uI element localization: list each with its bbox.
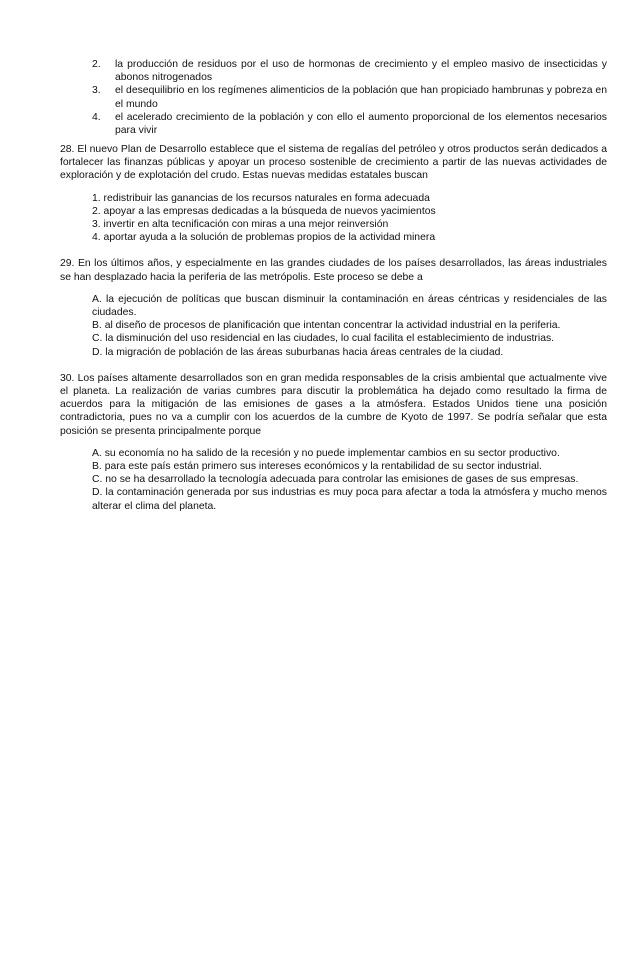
question-29: [60, 257, 607, 358]
list-item-number: 2.: [92, 59, 101, 70]
answer-option: 3. invertir en alta tecnificación con miras a una mejor reinversión: [92, 219, 389, 231]
list-item-text: la producción de residuos por el uso de hormonas de crecimiento y el empleo masivo de insecticidas y abonos nitrogenados: [115, 59, 607, 84]
questions-column: [60, 143, 607, 526]
answer-option: B. para este país están primero sus intereses económicos y la rentabilidad de su sector industrial.: [92, 461, 542, 473]
answer-options: [92, 293, 607, 359]
answer-option: C. no se ha desarrollado la tecnología adecuada para controlar las emisiones de gases de sus empresas.: [92, 474, 579, 486]
answer-option: D. la migración de población de las áreas suburbanas hacia áreas centrales de la ciudad.: [92, 346, 504, 358]
answer-option: A. la ejecución de políticas que buscan disminuir la contaminación en áreas céntricas y residenciales de las ciudades.: [92, 293, 607, 319]
answer-option: C. la disminución del uso residencial en las ciudades, lo cual facilita el establecimiento de industrias.: [92, 333, 555, 345]
list-item-text: el acelerado crecimiento de la población y con ello el aumento proporcional de los elementos necesarios para vivir: [115, 111, 607, 137]
answer-option: D. la contaminación generada por sus industrias es muy poca para afectar a toda la atmósfera y mucho menos alterar el clima del planeta.: [92, 487, 607, 512]
list-item: [92, 58, 607, 84]
numbered-list-continuation: [92, 58, 607, 137]
question-28: [60, 143, 607, 244]
answer-option: B. al diseño de procesos de planificación que intentan concentrar la actividad industrial en la periferia.: [92, 320, 561, 332]
answer-options: [92, 192, 607, 245]
question-text: 29. En los últimos años, y especialmente en las grandes ciudades de los países desarrollados, las áreas industriales se han desplazado hacia la periferia de las metrópolis. Este proceso se debe a: [60, 258, 607, 283]
list-item: [92, 84, 607, 110]
answer-options: [92, 447, 607, 513]
question-text: 30. Los países altamente desarrollados son en gran medida responsables de la crisis ambiental que actualmente vive el planeta. La realización de varias cumbres para discutir la problemática ha dejado como resultado la firma de acuerdos para la mitigación de las emisiones de gases a la atmósfera. Estados Unidos tiene una posición contradictoria, pues no va a cumplir con los acuerdos de la cumbre de Kyoto de 1997. Se podría señalar que esta posición se presenta principalmente porque: [60, 372, 607, 437]
answer-option: 4. aportar ayuda a la solución de problemas propios de la actividad minera: [92, 232, 436, 244]
answer-option: A. su economía no ha salido de la recesión y no puede implementar cambios en su sector productivo.: [92, 447, 560, 459]
question-text: 28. El nuevo Plan de Desarrollo establece que el sistema de regalías del petróleo y otros productos serán dedicados a fortalecer las finanzas públicas y apoyar un proceso sostenible de crecimiento a partir de las nuevas actividades de exploración y de explotación del crudo. Estas nuevas medidas estatales buscan: [60, 144, 607, 182]
answer-option: 2. apoyar a las empresas dedicadas a la búsqueda de nuevos yacimientos: [92, 205, 436, 217]
list-item-text: el desequilibrio en los regímenes alimenticios de la población que han propiciado hambrunas y pobreza en el mundo: [115, 85, 607, 110]
question-30: [60, 372, 607, 513]
list-item: [92, 111, 607, 137]
answer-option: 1. redistribuir las ganancias de los recursos naturales en forma adecuada: [92, 192, 430, 204]
list-item-number: 3.: [92, 85, 101, 97]
list-item-number: 4.: [92, 111, 101, 123]
